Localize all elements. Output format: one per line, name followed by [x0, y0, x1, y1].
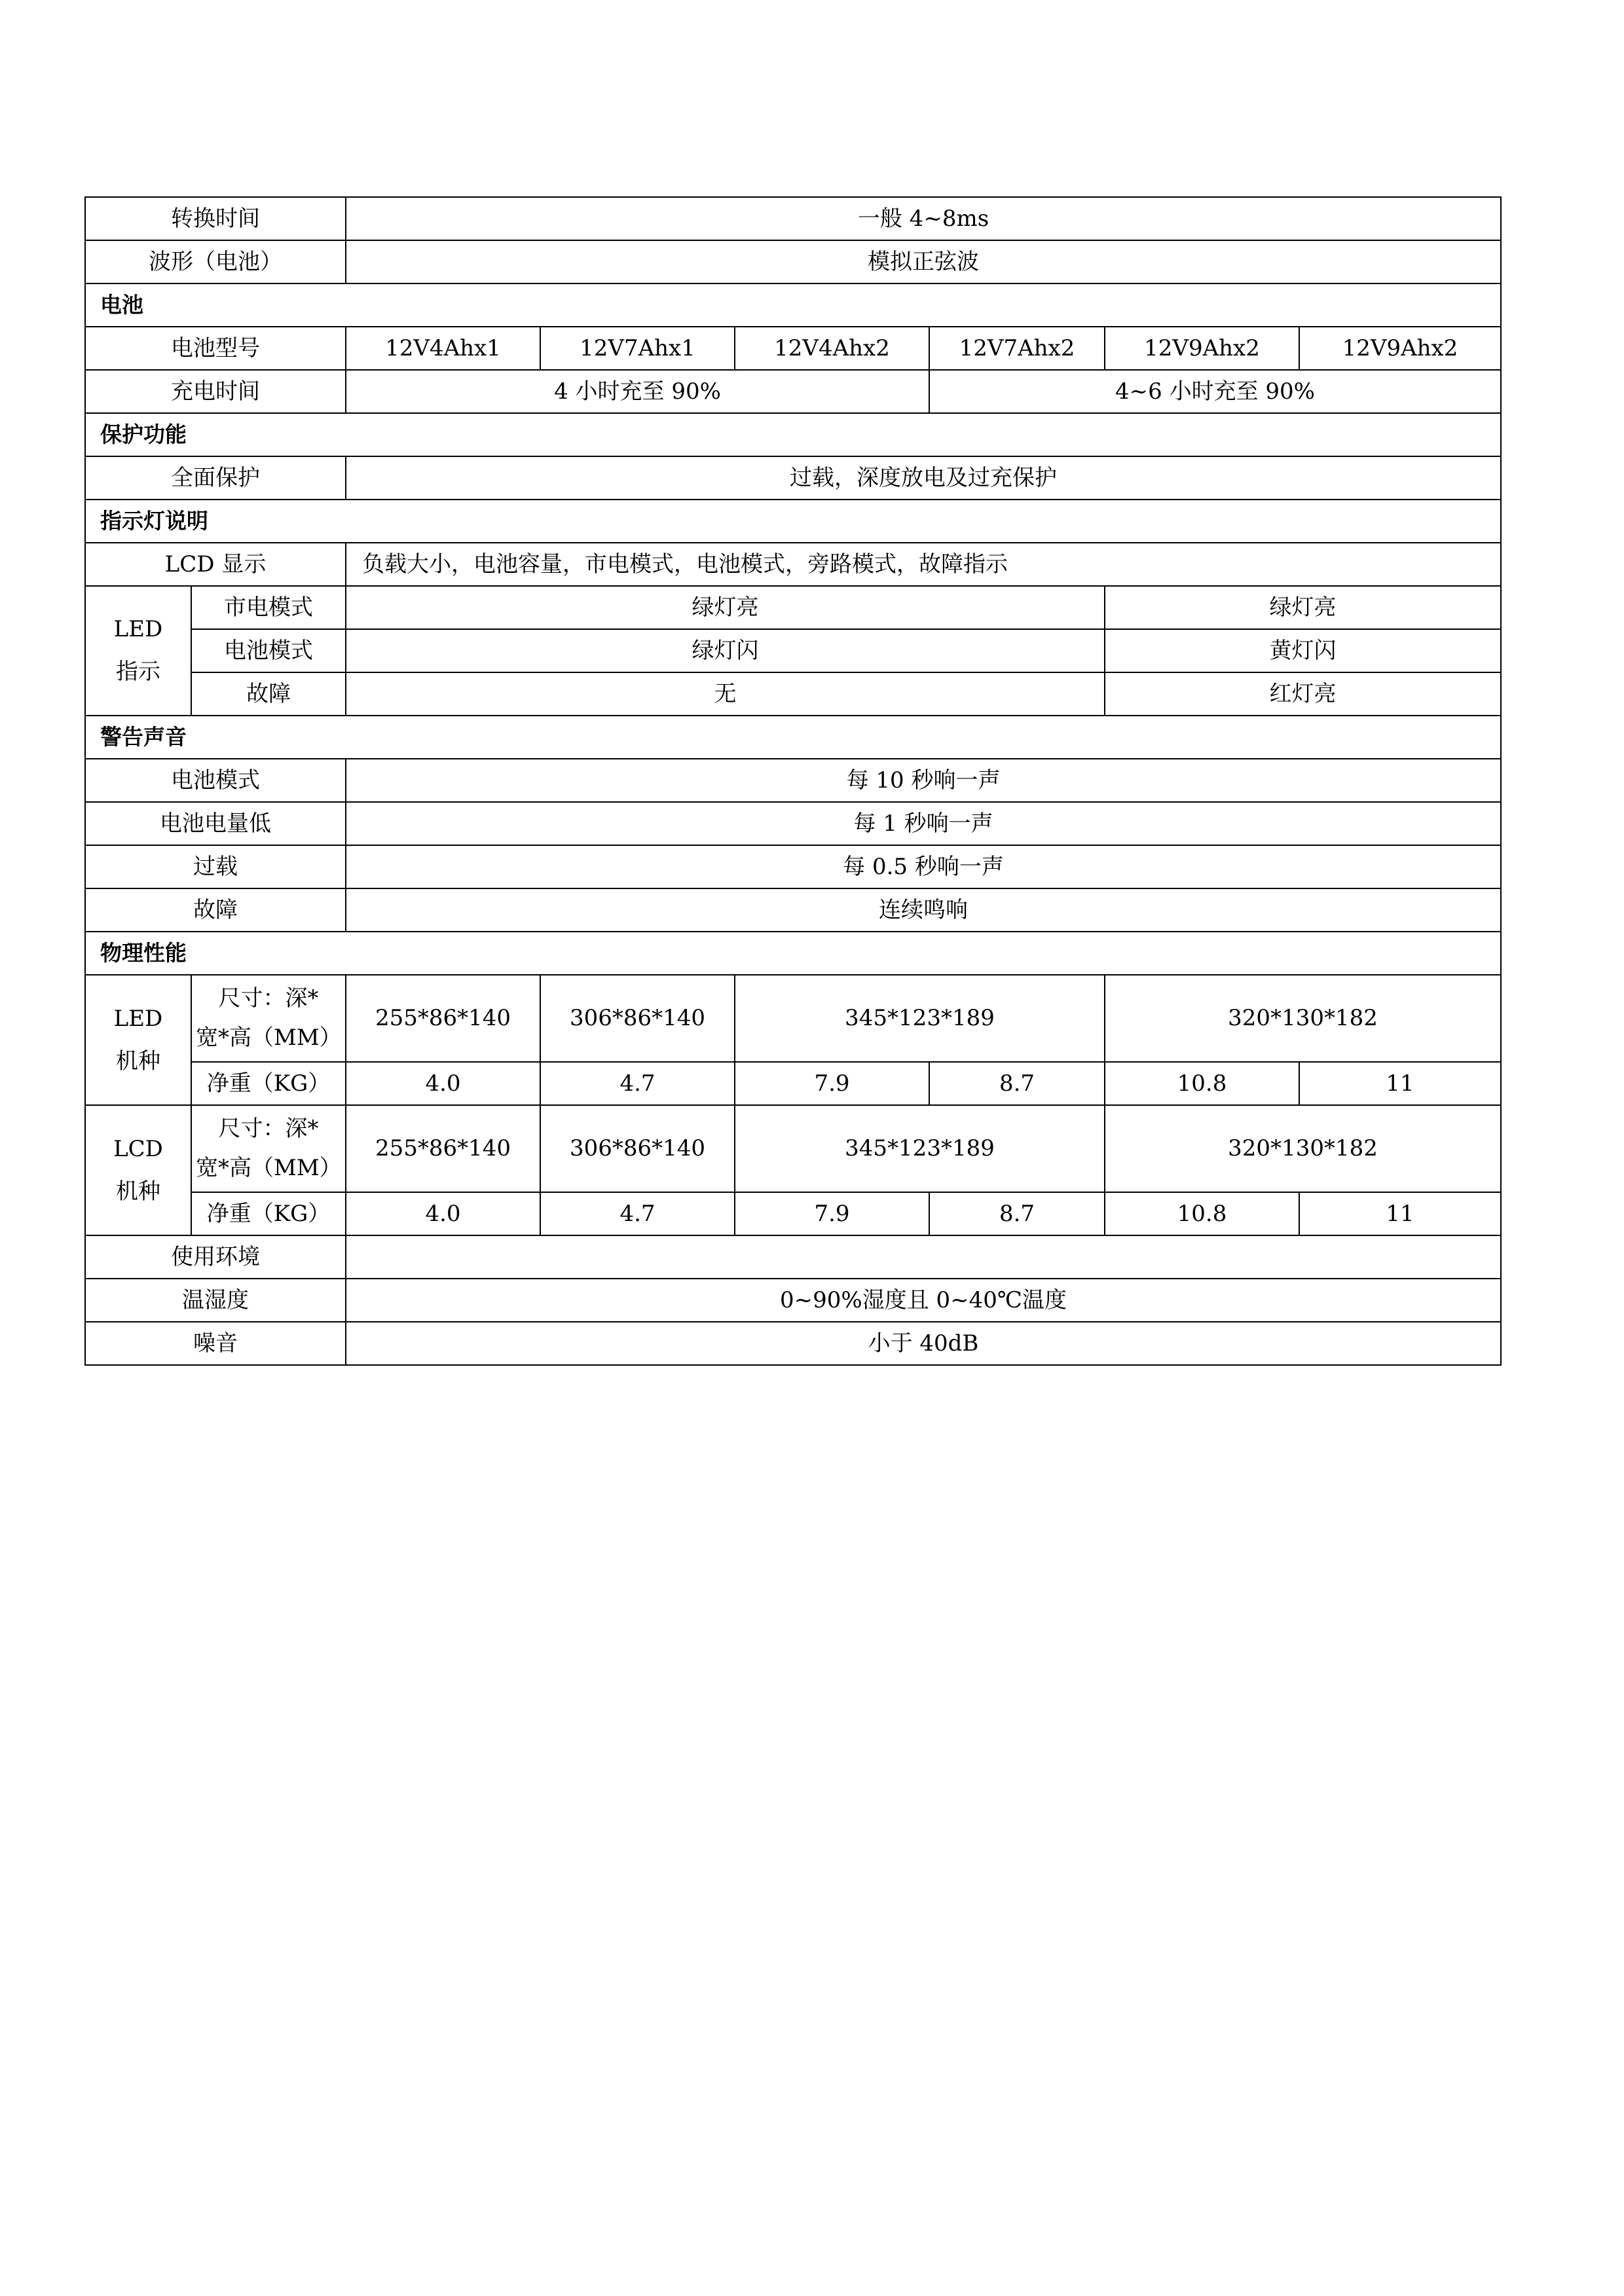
led-indicator-label-line2: 指示: [116, 659, 160, 685]
section-title-alarm: 警告声音: [85, 716, 1501, 759]
label-environment: 使用环境: [85, 1235, 346, 1279]
alarm-value: 每 10 秒响一声: [346, 759, 1501, 802]
size-label-line2: 宽*高（MM）: [196, 1154, 342, 1181]
weight-cell: 8.7: [929, 1192, 1105, 1235]
row-waveform: [85, 240, 1501, 283]
row-lcd-model-weight: [85, 1192, 1501, 1235]
size-label-line2: 宽*高（MM）: [196, 1024, 342, 1051]
weight-cell: 8.7: [929, 1062, 1105, 1105]
lcd-size-label: [191, 1105, 346, 1192]
size-cell: 255*86*140: [346, 975, 540, 1062]
battery-model-cell: 12V9Ahx2: [1299, 327, 1501, 370]
value-switch-time: 一般 4~8ms: [346, 197, 1501, 240]
led-mode-value: 黄灯闪: [1105, 629, 1501, 672]
label-switch-time: 转换时间: [85, 197, 346, 240]
led-mode-label: 电池模式: [191, 629, 346, 672]
row-switch-time: [85, 197, 1501, 240]
row-humidity: [85, 1279, 1501, 1322]
section-title-battery: 电池: [85, 283, 1501, 327]
battery-model-cell: 12V9Ahx2: [1105, 327, 1299, 370]
size-cell: 306*86*140: [540, 1105, 735, 1192]
weight-cell: 11: [1299, 1192, 1501, 1235]
row-charge-time: [85, 370, 1501, 413]
led-mode-value: 绿灯亮: [1105, 586, 1501, 629]
row-lcd-model-size: [85, 1105, 1501, 1192]
size-cell: 345*123*189: [735, 975, 1105, 1062]
led-mode-value: 无: [346, 672, 1105, 716]
row-alarm: [85, 888, 1501, 932]
label-lcd-display: LCD 显示: [85, 543, 346, 586]
label-humidity: 温湿度: [85, 1279, 346, 1322]
size-cell: 320*130*182: [1105, 1105, 1501, 1192]
section-battery: [85, 283, 1501, 327]
led-size-label: [191, 975, 346, 1062]
weight-cell: 4.0: [346, 1192, 540, 1235]
weight-cell: 4.7: [540, 1062, 735, 1105]
lcd-model-label-line2: 机种: [116, 1178, 160, 1205]
weight-cell: 10.8: [1105, 1062, 1299, 1105]
alarm-value: 每 0.5 秒响一声: [346, 845, 1501, 888]
alarm-label: 故障: [85, 888, 346, 932]
battery-model-cell: 12V4Ahx2: [735, 327, 929, 370]
alarm-label: 过载: [85, 845, 346, 888]
value-lcd-display: 负载大小，电池容量，市电模式，电池模式，旁路模式，故障指示: [346, 543, 1501, 586]
section-protection: [85, 413, 1501, 456]
alarm-value: 每 1 秒响一声: [346, 802, 1501, 845]
led-indicator-group-label: [85, 586, 191, 716]
led-mode-value: 绿灯闪: [346, 629, 1105, 672]
section-physical: [85, 932, 1501, 975]
charge-time-cell: 4 小时充至 90%: [346, 370, 929, 413]
row-led-model-weight: [85, 1062, 1501, 1105]
led-indicator-label-line1: LED: [113, 616, 163, 643]
weight-label: 净重（KG）: [191, 1192, 346, 1235]
row-led-utility: [85, 586, 1501, 629]
led-mode-label: 市电模式: [191, 586, 346, 629]
size-cell: 306*86*140: [540, 975, 735, 1062]
size-cell: 320*130*182: [1105, 975, 1501, 1062]
label-battery-model: 电池型号: [85, 327, 346, 370]
battery-model-cell: 12V4Ahx1: [346, 327, 540, 370]
battery-model-cell: 12V7Ahx2: [929, 327, 1105, 370]
section-title-protection: 保护功能: [85, 413, 1501, 456]
size-cell: 345*123*189: [735, 1105, 1105, 1192]
lcd-model-group-label: [85, 1105, 191, 1235]
row-led-model-size: [85, 975, 1501, 1062]
weight-label: 净重（KG）: [191, 1062, 346, 1105]
size-cell: 255*86*140: [346, 1105, 540, 1192]
section-indicator: [85, 500, 1501, 543]
value-noise: 小于 40dB: [346, 1322, 1501, 1365]
led-model-label-line2: 机种: [116, 1048, 160, 1074]
weight-cell: 4.7: [540, 1192, 735, 1235]
value-waveform: 模拟正弦波: [346, 240, 1501, 283]
value-humidity: 0~90%湿度且 0~40℃温度: [346, 1279, 1501, 1322]
alarm-label: 电池模式: [85, 759, 346, 802]
row-full-protection: [85, 456, 1501, 500]
led-mode-value: 绿灯亮: [346, 586, 1105, 629]
alarm-value: 连续鸣响: [346, 888, 1501, 932]
led-mode-value: 红灯亮: [1105, 672, 1501, 716]
section-title-physical: 物理性能: [85, 932, 1501, 975]
led-model-label-line1: LED: [113, 1005, 163, 1032]
alarm-label: 电池电量低: [85, 802, 346, 845]
spec-table: [84, 196, 1502, 1366]
value-environment: [346, 1235, 1501, 1279]
label-waveform: 波形（电池）: [85, 240, 346, 283]
row-battery-model: [85, 327, 1501, 370]
weight-cell: 10.8: [1105, 1192, 1299, 1235]
section-alarm: [85, 716, 1501, 759]
weight-cell: 7.9: [735, 1062, 929, 1105]
size-label-line1: 尺寸：深*: [218, 1116, 319, 1142]
lcd-model-label-line1: LCD: [113, 1135, 163, 1162]
row-alarm: [85, 845, 1501, 888]
weight-cell: 11: [1299, 1062, 1501, 1105]
charge-time-cell: 4~6 小时充至 90%: [929, 370, 1501, 413]
led-model-group-label: [85, 975, 191, 1105]
row-led-fault: [85, 672, 1501, 716]
row-lcd-display: [85, 543, 1501, 586]
label-charge-time: 充电时间: [85, 370, 346, 413]
row-alarm: [85, 759, 1501, 802]
size-label-line1: 尺寸：深*: [218, 985, 319, 1011]
section-title-indicator: 指示灯说明: [85, 500, 1501, 543]
weight-cell: 7.9: [735, 1192, 929, 1235]
weight-cell: 4.0: [346, 1062, 540, 1105]
row-led-battery: [85, 629, 1501, 672]
row-alarm: [85, 802, 1501, 845]
label-full-protection: 全面保护: [85, 456, 346, 500]
row-environment: [85, 1235, 1501, 1279]
label-noise: 噪音: [85, 1322, 346, 1365]
row-noise: [85, 1322, 1501, 1365]
led-mode-label: 故障: [191, 672, 346, 716]
battery-model-cell: 12V7Ahx1: [540, 327, 735, 370]
value-full-protection: 过载，深度放电及过充保护: [346, 456, 1501, 500]
